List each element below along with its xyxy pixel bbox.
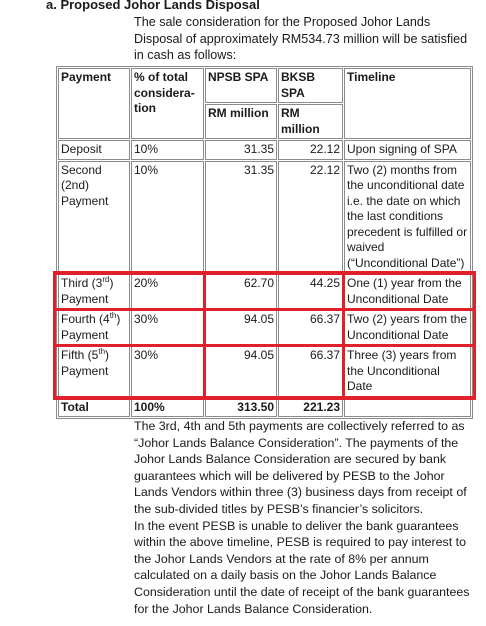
table-row xyxy=(58,140,471,160)
table-row xyxy=(58,161,471,274)
cell-timeline: Three (3) years from the Unconditional Date xyxy=(344,346,471,397)
cell-timeline: Upon signing of SPA xyxy=(344,140,471,160)
cell-percent: 20% xyxy=(131,274,204,309)
header-npsb: NPSB SPA xyxy=(205,68,277,103)
table-row xyxy=(58,346,471,397)
cell-payment: Second (2nd) Payment xyxy=(58,161,130,274)
cell-bksb: 44.25 xyxy=(278,274,343,309)
table-row xyxy=(58,274,471,309)
unit-bksb: RM million xyxy=(278,104,343,139)
cell-payment: Fifth (5th) Payment xyxy=(58,346,130,397)
cell-timeline: One (1) year from the Unconditional Date xyxy=(344,274,471,309)
header-timeline: Timeline xyxy=(344,68,471,139)
cell-bksb: 66.37 xyxy=(278,310,343,345)
payment-schedule-table xyxy=(56,66,473,419)
cell-npsb: 94.05 xyxy=(205,310,277,345)
unit-npsb: RM million xyxy=(205,104,277,139)
cell-timeline: Two (2) years from the Unconditional Date xyxy=(344,310,471,345)
cell-bksb: 66.37 xyxy=(278,346,343,397)
header-payment: Payment xyxy=(58,68,130,139)
intro-paragraph: The sale consideration for the Proposed Johor Lands Disposal of approximately RM534.73 million will be satisfied in cash as follows: xyxy=(134,15,468,63)
total-label: Total xyxy=(58,398,130,418)
post-table-text xyxy=(134,418,474,617)
total-timeline xyxy=(344,398,471,418)
cell-npsb: 31.35 xyxy=(205,140,277,160)
total-npsb: 313.50 xyxy=(205,398,277,418)
total-percent: 100% xyxy=(131,398,204,418)
cell-npsb: 62.70 xyxy=(205,274,277,309)
cell-percent: 30% xyxy=(131,346,204,397)
cell-timeline: Two (2) months from the unconditional date i.e. the date on which the last conditions precedent is fulfilled or waived (“Unconditional Date”) xyxy=(344,161,471,274)
cell-percent: 30% xyxy=(131,310,204,345)
section-heading: a. Proposed Johor Lands Disposal xyxy=(46,0,260,12)
cell-npsb: 31.35 xyxy=(205,161,277,274)
balance-consideration-paragraph: The 3rd, 4th and 5th payments are collectively referred to as “Johor Lands Balance Consideration”. The payments of the Johor Lands Balance Consideration are secured by bank guarantees which will be delivered by PESB to the Johor Lands Vendors within three (3) business days from receipt of the sub-divided titles by PESB’s financier’s solicitors. xyxy=(134,419,467,516)
cell-percent: 10% xyxy=(131,140,204,160)
header-percent: % of total considera-tion xyxy=(131,68,204,139)
cell-bksb: 22.12 xyxy=(278,140,343,160)
cell-payment: Third (3rd) Payment xyxy=(58,274,130,309)
header-bksb: BKSB SPA xyxy=(278,68,343,103)
table-total-row xyxy=(58,398,471,418)
cell-bksb: 22.12 xyxy=(278,161,343,274)
total-bksb: 221.23 xyxy=(278,398,343,418)
cell-percent: 10% xyxy=(131,161,204,274)
table-header-row xyxy=(58,68,471,103)
table-row xyxy=(58,310,471,345)
interest-paragraph: In the event PESB is unable to deliver the bank guarantees within the above timeline, PESB is required to pay interest to the Johor Lands Vendors at the rate of 8% per annum calculated on a daily basis on the Johor Lands Balance Consideration until the date of receipt of the bank guarantees for the Johor Lands Balance Consideration. xyxy=(134,518,470,616)
cell-payment: Fourth (4th) Payment xyxy=(58,310,130,345)
cell-payment: Deposit xyxy=(58,140,130,160)
cell-npsb: 94.05 xyxy=(205,346,277,397)
